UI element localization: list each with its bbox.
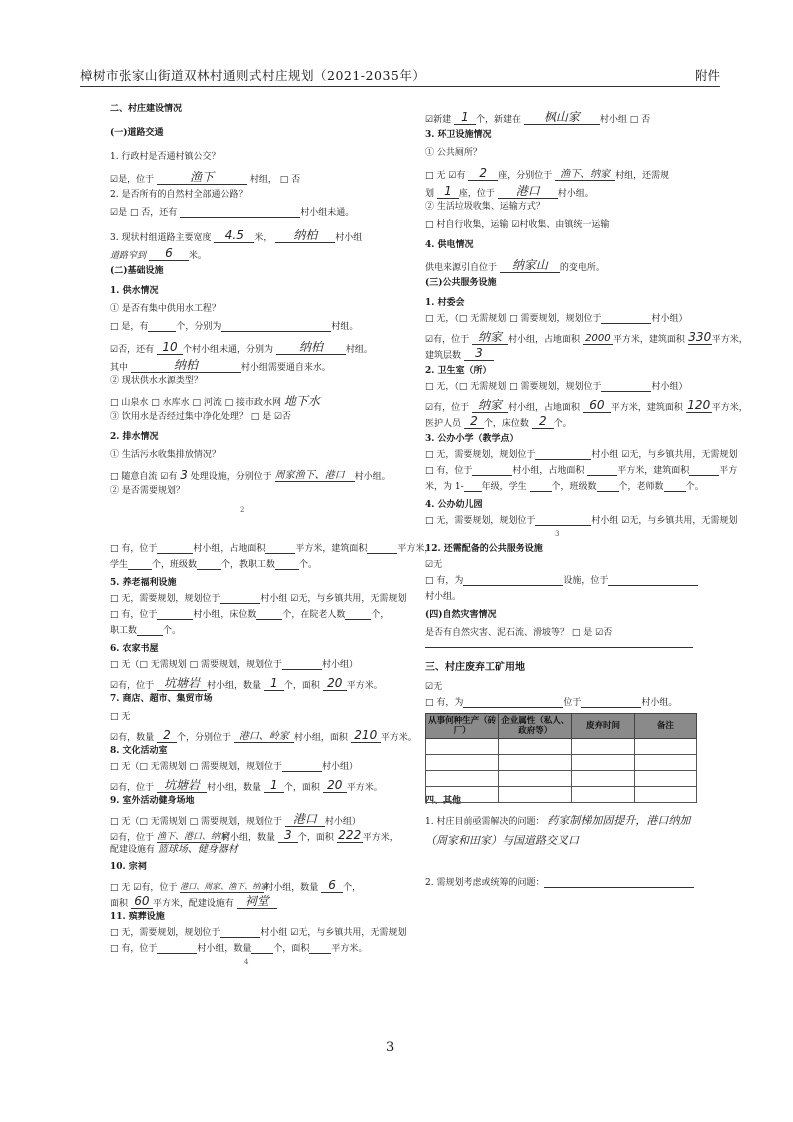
answer-line: 职工数 个。 — [110, 626, 182, 636]
table-cell[interactable] — [634, 755, 696, 771]
answer-line: ☑有，位于 纳家 村小组，占地面积 60 平方米，建筑面积 120 平方米， — [425, 398, 748, 413]
checkbox-checked[interactable]: ☑ — [110, 733, 119, 743]
page-marker: 2 — [240, 506, 245, 514]
answer-line: □ 无 ☑有，位于 港口、周家、渔下、纳家村小组，数量 6 个， — [110, 878, 362, 893]
answer-line: 配建设施有 篮球场、健身器材 — [110, 844, 238, 855]
table-header: 废弃时间 — [572, 714, 634, 739]
checkbox-checked[interactable]: ☑ — [273, 412, 283, 422]
page-marker: 4 — [244, 958, 249, 966]
answer-line: □ 山泉水 □ 水库水 □ 河流 □ 接市政水网 地下水 — [110, 394, 320, 408]
answer-line: ☑有，位于 纳家 村小组，占地面积 2000 平方米，建筑面积 330平方米， — [425, 330, 748, 345]
question: ① 公共厕所？ — [425, 148, 482, 158]
checkbox-checked[interactable]: ☑ — [448, 171, 457, 181]
section-heading: 三、村庄废弃工矿用地 — [425, 662, 525, 673]
table-header: 企业属性（私人、政府等） — [499, 714, 572, 739]
table-cell[interactable] — [634, 771, 696, 787]
answer-line: □ 无，（□ 无需规划 □ 需要规划，规划位于 村小组） — [425, 314, 688, 324]
underline — [425, 647, 693, 648]
table-row — [426, 787, 697, 803]
answer-line: 米，为 1- 年级，学生 个，班级数 个，老师数 个。 — [425, 482, 704, 492]
section-heading: 四、其他 — [425, 796, 462, 806]
question: ① 生活污水收集排放情况？ — [110, 450, 221, 460]
answer-line: □ 无，（□ 无需规划 □ 需要规划，规划位于 村小组） — [425, 382, 688, 392]
checkbox-checked[interactable]: ☑ — [595, 628, 604, 638]
checkbox-checked[interactable]: ☑ — [511, 220, 520, 230]
answer-line: 村小组。 — [425, 592, 462, 602]
question: 1. 行政村是否通村镇公交？ — [110, 152, 221, 162]
checkbox-checked[interactable]: ☑ — [290, 594, 299, 604]
answer-line: 面积 60 平方米，配建设施有 祠堂 — [110, 895, 277, 909]
table-cell[interactable] — [572, 787, 634, 803]
annex-label: 附件 — [694, 68, 720, 83]
answer-line: ③ 饮用水是否经过集中净化处理？ □ 是 ☑否 — [110, 412, 292, 422]
checkbox-checked[interactable]: ☑ — [133, 883, 142, 893]
table-cell[interactable] — [572, 771, 634, 787]
table-row — [426, 739, 697, 755]
checkbox-checked[interactable]: ☑ — [621, 450, 630, 460]
answer-line: 学生 个，班级数 个，教职工数 个。 — [110, 560, 318, 570]
answer-line: □ 无，需要规划，规划位于 村小组 ☑无，与乡镇共用，无需规划 — [110, 594, 407, 604]
answer-line: 建筑层数 3 — [425, 347, 494, 361]
table-row — [426, 771, 697, 787]
answer-line: □ 无 ☑有 2 座，分别位于 渔下、纳家 村组，还需规 — [425, 166, 670, 181]
table-cell[interactable] — [634, 787, 696, 803]
item-heading: 9. 室外活动健身场地 — [110, 796, 195, 806]
answer-line: 医护人员 2 个，床位数 2 个。 — [425, 414, 572, 429]
answer-line: □ 无（□ 无需规划 □ 需要规划，规划位于 港口 村小组） — [110, 812, 361, 827]
subsection-heading: (一)道路交通 — [110, 128, 164, 138]
answer-line: □ 无，需要规划，规划位于 村小组 ☑无，与乡镇共用，无需规划 — [110, 928, 407, 938]
answer-line: （周家和田家）与国道路交叉口 — [425, 834, 579, 847]
checkbox-checked[interactable]: ☑ — [110, 345, 119, 355]
checkbox-checked[interactable]: ☑ — [425, 335, 434, 345]
checkbox-checked[interactable]: ☑ — [110, 175, 119, 185]
handwritten-value: 渔下 — [189, 170, 214, 184]
answer-line: 划 1 座，位于 港口 村小组。 — [425, 184, 594, 199]
answer-line: □ 有，位于 村小组，占地面积 平方米，建筑面积 平方 — [425, 466, 738, 476]
answer-line: □ 无（□ 无需规划 □ 需要规划，规划位于 村小组） — [110, 762, 358, 772]
item-heading: 5. 养老福利设施 — [110, 578, 177, 588]
mine-land-table — [425, 713, 697, 803]
answer-line: ☑是，位于 渔下 村组， □ 否 — [110, 170, 301, 185]
answer-line: ☑是 □ 否，还有 村小组未通。 — [110, 208, 355, 218]
answer-line: □ 无，需要规划，规划位于 村小组 ☑无，与乡镇共用，无需规划 — [425, 516, 738, 526]
answer-line: □ 有，位于 村小组，数量 个，面积 平方米。 — [110, 944, 368, 954]
subsection-heading: (四)自然灾害情况 — [425, 610, 497, 620]
question: ② 是否需要规划？ — [110, 486, 185, 496]
checkbox-checked[interactable]: ☑ — [160, 472, 169, 482]
table-cell[interactable] — [499, 755, 572, 771]
item-heading: 1. 供水情况 — [110, 286, 159, 296]
answer-line: ☑有，位于 坑塘岩 村小组，数量 1 个，面积 20 平方米。 — [110, 778, 383, 793]
checkbox-checked[interactable]: ☑ — [110, 833, 119, 843]
checkbox-checked[interactable]: ☑ — [425, 403, 434, 413]
form-page-top-left — [110, 105, 400, 525]
table-cell[interactable] — [426, 739, 499, 755]
answer-line: □ 有，为 位于 村小组。 — [425, 698, 678, 708]
answer-line: □ 是，有 个，分别为 村组。 — [110, 322, 359, 332]
table-header: 备注 — [634, 714, 696, 739]
document-header — [80, 66, 720, 87]
item-heading: 6. 农家书屋 — [110, 644, 159, 654]
item-heading: 7. 商店、超市、集贸市场 — [110, 694, 213, 704]
item-heading: 2. 排水情况 — [110, 432, 159, 442]
answer-line: □ 无（□ 无需规划 □ 需要规划，规划位于 村小组） — [110, 660, 358, 670]
answer-line: □ 村自行收集，运输 ☑村收集、由镇统一运输 — [425, 220, 610, 230]
table-header: 从事何种生产（砖厂） — [426, 714, 499, 739]
checkbox-checked[interactable]: ☑ — [110, 208, 119, 218]
checkbox-checked[interactable]: ☑ — [110, 681, 119, 691]
subsection-heading: (二)基础设施 — [110, 266, 164, 276]
table-cell[interactable] — [499, 771, 572, 787]
checkbox-checked[interactable]: ☑ — [425, 682, 434, 692]
question: ② 现状供水水源类型？ — [110, 376, 203, 386]
question: ① 是否有集中供用水工程？ — [110, 304, 221, 314]
answer-line: ☑无 — [425, 560, 443, 570]
item-heading: 8. 文化活动室 — [110, 746, 168, 756]
answer-line: 道路窄到 6 米。 — [110, 246, 207, 261]
question: ② 生活垃圾收集、运输方式？ — [425, 202, 545, 212]
answer-line: 供电来源引自位于 纳家山 的变电所。 — [425, 258, 605, 273]
checkbox-checked[interactable]: ☑ — [110, 783, 119, 793]
table-cell[interactable] — [426, 787, 499, 803]
answer-line: □ 有，为 设施，位于 — [425, 577, 698, 586]
checkbox-checked[interactable]: ☑ — [621, 516, 630, 526]
item-heading: 3. 公办小学（教学点） — [425, 434, 519, 444]
question: 3. 现状村组道路主要宽度 4.5 米， 纳柏 村小组 — [110, 228, 363, 243]
section-heading: 二、村庄建设情况 — [110, 104, 183, 114]
item-heading: 4. 供电情况 — [425, 240, 474, 250]
answer-line: □ 有，位于 村小组，占地面积 平方米，建筑面积 平方米， — [110, 544, 434, 554]
table-cell[interactable] — [426, 771, 499, 787]
item-heading: 11. 殡葬设施 — [110, 912, 165, 922]
form-page-bottom-left — [110, 544, 434, 966]
answer-line: □ 无 — [110, 712, 131, 722]
form-page-top-right — [425, 105, 748, 538]
checkbox-checked[interactable]: ☑ — [425, 115, 434, 125]
question: 1. 村庄目前亟需解决的问题： 药家制梯加固提升，港口纳加 — [425, 814, 691, 827]
table-cell[interactable] — [499, 739, 572, 755]
table-row — [426, 755, 697, 771]
checkbox-checked[interactable]: ☑ — [425, 560, 434, 570]
table-cell[interactable] — [572, 739, 634, 755]
page-number: 3 — [386, 1040, 395, 1055]
answer-line: ☑有，位于 渔下、港口、纳家村小组，数量 3 个，面积 222 平方米， — [110, 828, 399, 843]
item-heading: 2. 卫生室（所） — [425, 366, 492, 376]
question: 2. 是否所有的自然村全部通公路？ — [110, 190, 248, 200]
item-heading: 3. 环卫设施情况 — [425, 130, 492, 140]
answer-line: ☑无 — [425, 682, 443, 692]
item-heading: 12. 还需配备的公共服务设施 — [425, 544, 543, 554]
item-heading: 1. 村委会 — [425, 298, 465, 308]
answer-line: 是否有自然灾害、泥石流、滑坡等？ □ 是 ☑否 — [425, 628, 613, 638]
table-cell[interactable] — [572, 755, 634, 771]
answer-line: 其中 纳柏 村小组需要通自来水。 — [110, 358, 331, 373]
item-heading: 4. 公办幼儿园 — [425, 500, 483, 510]
table-cell[interactable] — [634, 739, 696, 755]
answer-line: □ 随意自流 ☑有 3 处理设施，分别位于 周家渔下、港口 村小组。 — [110, 468, 391, 482]
answer-line: □ 有，位于 村小组，床位数 个，在院老人数 个， — [110, 610, 390, 620]
subsection-heading: (三)公共服务设施 — [425, 278, 497, 288]
answer-line: □ 无，需要规划，规划位于 村小组 ☑无，与乡镇共用，无需规划 — [425, 450, 738, 460]
answer-line: ☑有，数量 2 个，分别位于 港口、岭家 村小组，面积 210 平方米。 — [110, 728, 417, 743]
answer-line: ☑否，还有 10 个村小组未通，分别为 纳柏 村组。 — [110, 340, 373, 355]
answer-line: ☑新建 1 个，新建在 枫山家 村小组 □ 否 — [425, 110, 651, 125]
checkbox-checked[interactable]: ☑ — [290, 928, 299, 938]
page-marker: 3 — [555, 530, 560, 538]
document-title: 樟树市张家山街道双林村通则式村庄规划（2021-2035年） — [80, 68, 426, 83]
table-cell[interactable] — [426, 755, 499, 771]
table-cell[interactable] — [499, 787, 572, 803]
item-heading: 10. 宗祠 — [110, 862, 147, 872]
question: 2. 需规划考虑或统筹的问题： — [425, 879, 694, 888]
answer-line: ☑有，位于 坑塘岩 村小组，数量 1 个，面积 20 平方米。 — [110, 676, 383, 691]
